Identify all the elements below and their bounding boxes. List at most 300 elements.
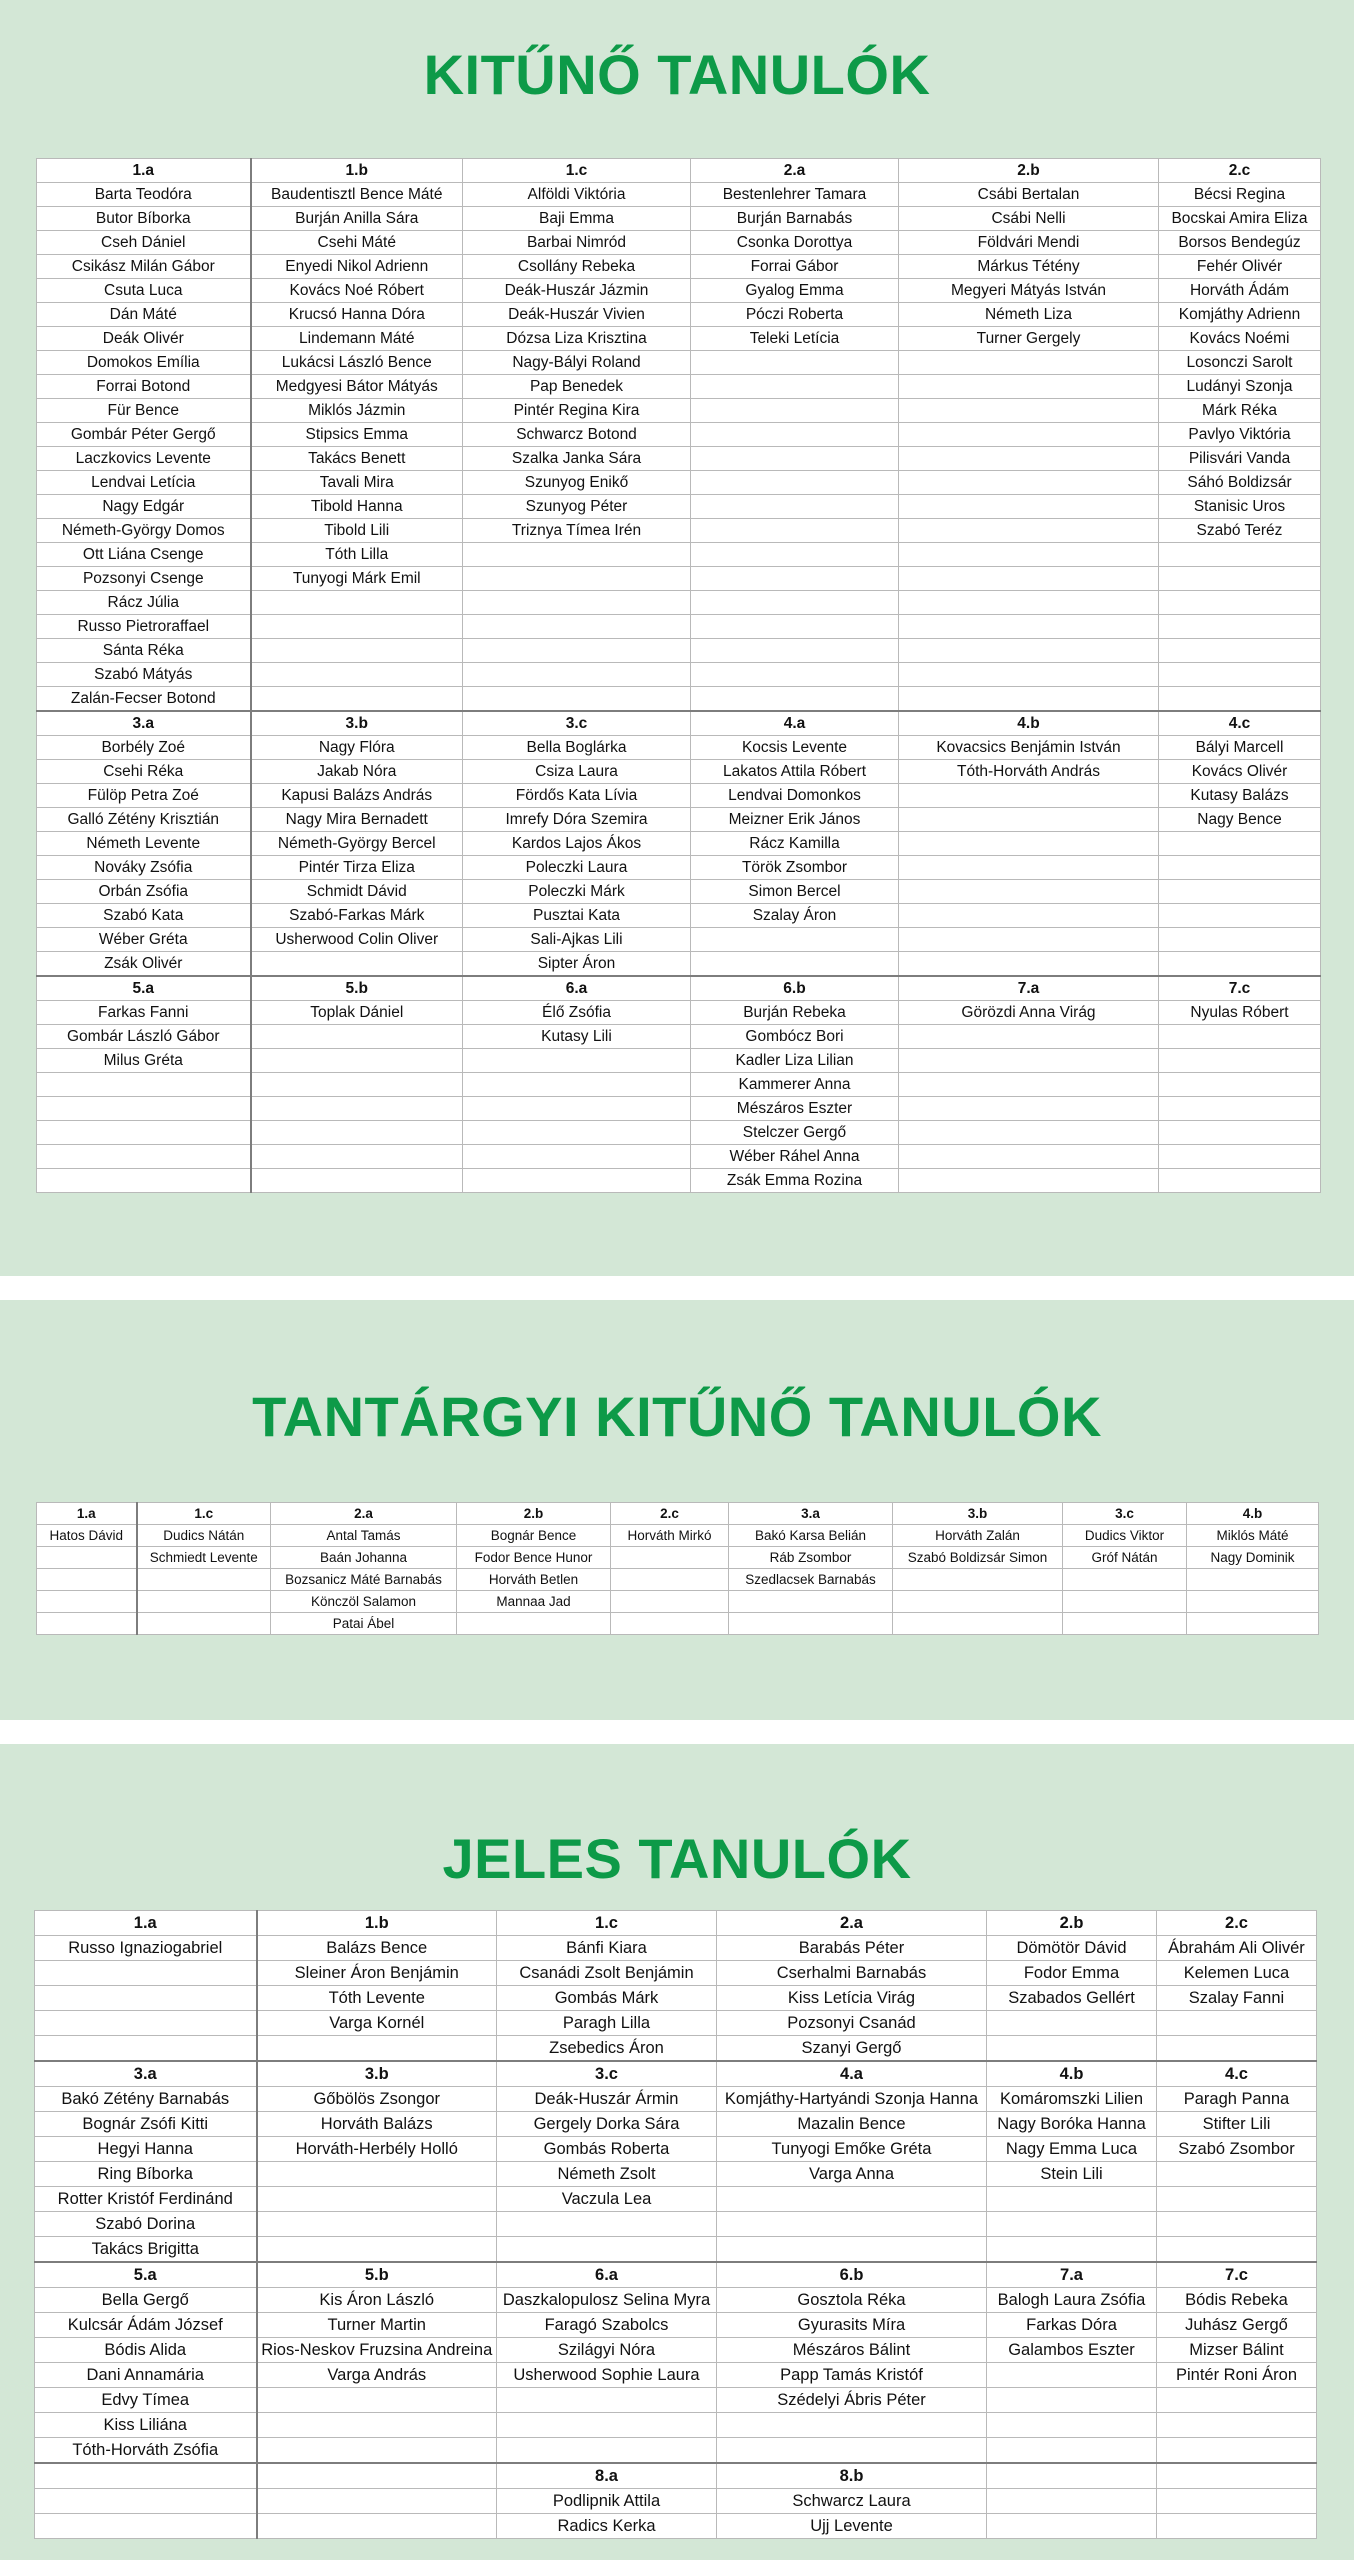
student-name-cell <box>1159 1169 1321 1193</box>
student-name-cell <box>257 2036 497 2062</box>
student-name-cell: Barbai Nimród <box>463 231 691 255</box>
student-name-cell: Gőbölös Zsongor <box>257 2087 497 2112</box>
student-name-cell <box>1157 2514 1317 2539</box>
student-name-cell: Fehér Olivér <box>1159 255 1321 279</box>
student-name-cell: Póczi Roberta <box>691 303 899 327</box>
class-header-cell: 1.c <box>137 1503 271 1525</box>
student-name-cell: Nagy Mira Bernadett <box>251 808 463 832</box>
student-name-cell: Farkas Fanni <box>37 1001 251 1025</box>
student-name-cell: Ujj Levente <box>717 2514 987 2539</box>
student-name-cell <box>717 2212 987 2237</box>
student-name-cell: Sali-Ajkas Lili <box>463 928 691 952</box>
student-name-cell: Márkus Tétény <box>899 255 1159 279</box>
student-name-cell <box>1159 952 1321 977</box>
student-name-cell <box>251 687 463 712</box>
student-name-cell: Szunyog Enikő <box>463 471 691 495</box>
student-name-cell: Dán Máté <box>37 303 251 327</box>
student-name-cell: Szédelyi Ábris Péter <box>717 2388 987 2413</box>
student-name-cell: Tibold Hanna <box>251 495 463 519</box>
class-header-cell: 4.b <box>899 711 1159 736</box>
student-name-cell: Deák-Huszár Vivien <box>463 303 691 327</box>
class-header-cell <box>1157 2463 1317 2489</box>
class-header-cell: 6.a <box>463 976 691 1001</box>
student-name-cell: Németh-György Bercel <box>251 832 463 856</box>
student-name-cell: Szalka Janka Sára <box>463 447 691 471</box>
table-row <box>35 2288 1317 2313</box>
student-name-cell: Bakó Karsa Belián <box>729 1525 893 1547</box>
student-name-cell: Szalay Áron <box>691 904 899 928</box>
class-header-cell: 5.b <box>251 976 463 1001</box>
student-name-cell: Kiss Letícia Virág <box>717 1986 987 2011</box>
table-row <box>35 2011 1317 2036</box>
student-name-cell <box>729 1591 893 1613</box>
student-name-cell: Bognár Zsófi Kitti <box>35 2112 257 2137</box>
student-name-cell <box>463 567 691 591</box>
table-row <box>35 2413 1317 2438</box>
student-name-cell <box>899 904 1159 928</box>
class-header-cell: 3.a <box>35 2061 257 2087</box>
student-name-cell <box>691 543 899 567</box>
student-name-cell <box>987 2187 1157 2212</box>
student-name-cell <box>899 1073 1159 1097</box>
class-header-cell: 2.c <box>1157 1911 1317 1936</box>
student-name-cell: Baudentisztl Bence Máté <box>251 183 463 207</box>
student-name-cell: Enyedi Nikol Adrienn <box>251 255 463 279</box>
student-name-cell: Gosztola Réka <box>717 2288 987 2313</box>
student-name-cell: Forrai Botond <box>37 375 251 399</box>
student-name-cell <box>463 591 691 615</box>
student-name-cell: Bályi Marcell <box>1159 736 1321 760</box>
student-name-cell: Kovács Noémi <box>1159 327 1321 351</box>
student-name-cell: Kadler Liza Lilian <box>691 1049 899 1073</box>
student-name-cell: Bódis Alida <box>35 2338 257 2363</box>
student-name-cell: Toplak Dániel <box>251 1001 463 1025</box>
student-name-cell <box>137 1569 271 1591</box>
student-name-cell: Kutasy Balázs <box>1159 784 1321 808</box>
table-row <box>37 856 1321 880</box>
student-name-cell <box>1159 639 1321 663</box>
student-name-cell <box>899 447 1159 471</box>
table-row <box>37 1613 1319 1635</box>
student-name-cell: Kutasy Lili <box>463 1025 691 1049</box>
student-name-cell <box>893 1569 1063 1591</box>
student-name-cell: Csehi Máté <box>251 231 463 255</box>
student-name-cell <box>497 2413 717 2438</box>
section-title-jelesek: JELES TANULÓK <box>442 1827 912 1890</box>
student-name-cell: Kulcsár Ádám József <box>35 2313 257 2338</box>
class-header-cell <box>987 2463 1157 2489</box>
student-name-cell <box>37 1547 137 1569</box>
student-name-cell <box>257 2212 497 2237</box>
student-name-cell: Szedlacsek Barnabás <box>729 1569 893 1591</box>
student-name-cell <box>1187 1569 1319 1591</box>
student-name-cell: Ábrahám Ali Olivér <box>1157 1936 1317 1961</box>
class-header-cell: 2.c <box>1159 159 1321 183</box>
student-name-cell <box>1159 832 1321 856</box>
student-name-cell <box>37 1121 251 1145</box>
class-header-cell: 2.b <box>457 1503 611 1525</box>
class-header-cell: 3.b <box>251 711 463 736</box>
student-name-cell: Németh Levente <box>37 832 251 856</box>
student-name-cell: Horváth Balázs <box>257 2112 497 2137</box>
student-name-cell <box>1157 2388 1317 2413</box>
student-name-cell: Kocsis Levente <box>691 736 899 760</box>
student-name-cell: Ludányi Szonja <box>1159 375 1321 399</box>
class-header-cell: 1.b <box>257 1911 497 1936</box>
student-name-cell: Horváth-Herbély Holló <box>257 2137 497 2162</box>
student-name-cell: Márk Réka <box>1159 399 1321 423</box>
student-name-cell: Tóth Levente <box>257 1986 497 2011</box>
student-name-cell: Für Bence <box>37 399 251 423</box>
student-name-cell: Fördős Kata Lívia <box>463 784 691 808</box>
student-name-cell <box>899 375 1159 399</box>
student-name-cell <box>899 880 1159 904</box>
class-header-cell: 2.b <box>899 159 1159 183</box>
student-name-cell: Balázs Bence <box>257 1936 497 1961</box>
student-name-cell: Bódis Rebeka <box>1157 2288 1317 2313</box>
student-name-cell: Nagy Edgár <box>37 495 251 519</box>
student-name-cell: Csikász Milán Gábor <box>37 255 251 279</box>
student-name-cell: Pusztai Kata <box>463 904 691 928</box>
student-name-cell: Schwarcz Laura <box>717 2489 987 2514</box>
class-header-cell: 7.a <box>899 976 1159 1001</box>
student-name-cell: Tóth-Horváth Zsófia <box>35 2438 257 2464</box>
student-name-cell: Nagy-Bályi Roland <box>463 351 691 375</box>
student-name-cell: Sáhó Boldizsár <box>1159 471 1321 495</box>
student-name-cell: Zsák Olivér <box>37 952 251 977</box>
student-name-cell <box>1159 663 1321 687</box>
student-name-cell: Gombás Márk <box>497 1986 717 2011</box>
class-header-row <box>35 1911 1317 1936</box>
student-name-cell: Tunyogi Márk Emil <box>251 567 463 591</box>
kitunok-table <box>36 158 1321 1193</box>
student-name-cell: Bozsanicz Máté Barnabás <box>271 1569 457 1591</box>
student-name-cell <box>987 2514 1157 2539</box>
student-name-cell: Görözdi Anna Virág <box>899 1001 1159 1025</box>
student-name-cell <box>987 2363 1157 2388</box>
student-name-cell: Bécsi Regina <box>1159 183 1321 207</box>
student-name-cell: Gombár Péter Gergő <box>37 423 251 447</box>
student-name-cell: Varga András <box>257 2363 497 2388</box>
student-name-cell: Deák-Huszár Ármin <box>497 2087 717 2112</box>
class-header-cell <box>35 2463 257 2489</box>
table-row <box>37 471 1321 495</box>
student-name-cell <box>35 1986 257 2011</box>
table-row <box>37 375 1321 399</box>
class-header-cell: 8.b <box>717 2463 987 2489</box>
student-name-cell <box>691 519 899 543</box>
student-name-cell <box>899 1097 1159 1121</box>
student-name-cell <box>899 423 1159 447</box>
table-row <box>37 808 1321 832</box>
student-name-cell: Schmiedt Levente <box>137 1547 271 1569</box>
student-name-cell <box>251 1049 463 1073</box>
student-name-cell <box>37 1145 251 1169</box>
class-header-cell: 1.a <box>35 1911 257 1936</box>
student-name-cell <box>251 1145 463 1169</box>
student-name-cell: Nagy Bence <box>1159 808 1321 832</box>
student-name-cell: Tóth Lilla <box>251 543 463 567</box>
student-name-cell <box>899 1025 1159 1049</box>
panel-kitunok <box>0 0 1354 1276</box>
student-name-cell: Kammerer Anna <box>691 1073 899 1097</box>
student-name-cell: Ott Liána Csenge <box>37 543 251 567</box>
student-name-cell: Pozsonyi Csanád <box>717 2011 987 2036</box>
student-name-cell: Rios-Neskov Fruzsina Andreina <box>257 2338 497 2363</box>
student-name-cell: Stein Lili <box>987 2162 1157 2187</box>
student-name-cell: Milus Gréta <box>37 1049 251 1073</box>
jelesek-table <box>34 1910 1317 2539</box>
table-row <box>35 2388 1317 2413</box>
table-row <box>37 567 1321 591</box>
class-header-cell: 2.a <box>691 159 899 183</box>
student-name-cell: Russo Ignaziogabriel <box>35 1936 257 1961</box>
student-name-cell: Mészáros Bálint <box>717 2338 987 2363</box>
table-row <box>37 1049 1321 1073</box>
student-name-cell <box>1159 1025 1321 1049</box>
table-row <box>35 2137 1317 2162</box>
student-name-cell: Csuta Luca <box>37 279 251 303</box>
student-name-cell <box>1157 2187 1317 2212</box>
student-name-cell: Miklós Jázmin <box>251 399 463 423</box>
student-name-cell: Kardos Lajos Ákos <box>463 832 691 856</box>
student-name-cell <box>717 2237 987 2263</box>
student-name-cell <box>899 832 1159 856</box>
student-name-cell <box>1063 1569 1187 1591</box>
student-name-cell: Gyalog Emma <box>691 279 899 303</box>
table-row <box>37 519 1321 543</box>
student-name-cell <box>1159 687 1321 712</box>
student-name-cell: Nováky Zsófia <box>37 856 251 880</box>
student-name-cell <box>717 2187 987 2212</box>
student-name-cell: Faragó Szabolcs <box>497 2313 717 2338</box>
student-name-cell <box>899 784 1159 808</box>
table-row <box>35 1986 1317 2011</box>
student-name-cell: Fodor Emma <box>987 1961 1157 1986</box>
table-row <box>37 1169 1321 1193</box>
class-header-cell: 2.c <box>611 1503 729 1525</box>
student-name-cell: Kovács Noé Róbert <box>251 279 463 303</box>
student-name-cell <box>463 1073 691 1097</box>
student-name-cell <box>1157 2413 1317 2438</box>
student-name-cell: Bella Boglárka <box>463 736 691 760</box>
student-name-cell: Szabó Mátyás <box>37 663 251 687</box>
section-title-kitunok: KITŰNŐ TANULÓK <box>423 43 931 106</box>
student-name-cell: Bognár Bence <box>457 1525 611 1547</box>
student-name-cell: Komjáthy-Hartyándi Szonja Hanna <box>717 2087 987 2112</box>
student-name-cell <box>717 2438 987 2464</box>
class-header-row <box>37 976 1321 1001</box>
student-name-cell <box>1159 1049 1321 1073</box>
student-name-cell: Lakatos Attila Róbert <box>691 760 899 784</box>
student-name-cell: Földvári Mendi <box>899 231 1159 255</box>
student-name-cell <box>893 1591 1063 1613</box>
student-name-cell <box>1157 2011 1317 2036</box>
table-row <box>37 543 1321 567</box>
student-name-cell <box>35 2489 257 2514</box>
student-name-cell: Bestenlehrer Tamara <box>691 183 899 207</box>
student-name-cell: Varga Anna <box>717 2162 987 2187</box>
student-name-cell: Csehi Réka <box>37 760 251 784</box>
table-row <box>37 1025 1321 1049</box>
student-name-cell <box>1159 591 1321 615</box>
table-row <box>35 1961 1317 1986</box>
student-name-cell: Alföldi Viktória <box>463 183 691 207</box>
student-name-cell <box>251 663 463 687</box>
class-header-cell: 5.b <box>257 2262 497 2288</box>
student-name-cell <box>691 687 899 712</box>
student-name-cell <box>1159 1121 1321 1145</box>
student-name-cell <box>463 1121 691 1145</box>
student-name-cell: Poleczki Márk <box>463 880 691 904</box>
student-name-cell <box>1159 567 1321 591</box>
table-row <box>35 2237 1317 2263</box>
student-name-cell: Cserhalmi Barnabás <box>717 1961 987 1986</box>
student-name-cell: Turner Gergely <box>899 327 1159 351</box>
student-name-cell <box>899 663 1159 687</box>
student-name-cell: Galló Zétény Krisztián <box>37 808 251 832</box>
tantargyi-table <box>36 1502 1319 1635</box>
student-name-cell <box>137 1613 271 1635</box>
student-name-cell: Bella Gergő <box>35 2288 257 2313</box>
student-name-cell <box>691 639 899 663</box>
student-name-cell: Németh-György Domos <box>37 519 251 543</box>
student-name-cell <box>1187 1591 1319 1613</box>
panel-tantargyi <box>0 1300 1354 1720</box>
table-row <box>35 2313 1317 2338</box>
student-name-cell <box>899 856 1159 880</box>
student-name-cell <box>899 1145 1159 1169</box>
student-name-cell: Mizser Bálint <box>1157 2338 1317 2363</box>
student-name-cell: Pap Benedek <box>463 375 691 399</box>
student-name-cell <box>899 495 1159 519</box>
table-row <box>37 904 1321 928</box>
table-row <box>37 1525 1319 1547</box>
student-name-cell <box>37 1169 251 1193</box>
student-name-cell <box>987 2489 1157 2514</box>
student-name-cell <box>691 615 899 639</box>
student-name-cell <box>899 543 1159 567</box>
student-name-cell: Dani Annamária <box>35 2363 257 2388</box>
student-name-cell: Csonka Dorottya <box>691 231 899 255</box>
student-name-cell <box>611 1613 729 1635</box>
student-name-cell: Usherwood Sophie Laura <box>497 2363 717 2388</box>
student-name-cell <box>899 591 1159 615</box>
student-name-cell: Pintér Regina Kira <box>463 399 691 423</box>
student-name-cell: Pozsonyi Csenge <box>37 567 251 591</box>
student-name-cell <box>251 1025 463 1049</box>
student-name-cell: Megyeri Mátyás István <box>899 279 1159 303</box>
student-name-cell <box>257 2187 497 2212</box>
student-name-cell <box>1159 1073 1321 1097</box>
student-name-cell: Tunyogi Emőke Gréta <box>717 2137 987 2162</box>
table-row <box>37 327 1321 351</box>
student-name-cell <box>1157 2438 1317 2464</box>
student-name-cell: Vaczula Lea <box>497 2187 717 2212</box>
student-name-cell: Pavlyo Viktória <box>1159 423 1321 447</box>
student-name-cell <box>1159 1145 1321 1169</box>
student-name-cell: Németh Liza <box>899 303 1159 327</box>
student-name-cell: Nyulas Róbert <box>1159 1001 1321 1025</box>
table-row <box>37 279 1321 303</box>
table-row <box>35 2338 1317 2363</box>
student-name-cell: Takács Brigitta <box>35 2237 257 2263</box>
student-name-cell: Sánta Réka <box>37 639 251 663</box>
table-row <box>37 303 1321 327</box>
student-name-cell: Galambos Eszter <box>987 2338 1157 2363</box>
student-name-cell: Paragh Lilla <box>497 2011 717 2036</box>
student-name-cell: Barta Teodóra <box>37 183 251 207</box>
table-row <box>37 447 1321 471</box>
student-name-cell <box>1159 904 1321 928</box>
class-header-row <box>37 711 1321 736</box>
class-header-cell: 3.c <box>1063 1503 1187 1525</box>
table-row <box>37 1097 1321 1121</box>
student-name-cell <box>899 639 1159 663</box>
class-header-cell: 1.c <box>463 159 691 183</box>
table-row <box>37 255 1321 279</box>
class-header-cell: 7.c <box>1159 976 1321 1001</box>
student-name-cell <box>987 2036 1157 2062</box>
table-row <box>35 1936 1317 1961</box>
student-name-cell <box>257 2413 497 2438</box>
student-name-cell: Zsák Emma Rozina <box>691 1169 899 1193</box>
student-name-cell: Szabó Kata <box>37 904 251 928</box>
class-header-cell: 2.a <box>717 1911 987 1936</box>
table-row <box>37 760 1321 784</box>
class-header-row <box>35 2262 1317 2288</box>
student-name-cell <box>899 567 1159 591</box>
student-name-cell: Zalán-Fecser Botond <box>37 687 251 712</box>
student-name-cell <box>691 663 899 687</box>
table-row <box>35 2162 1317 2187</box>
student-name-cell <box>691 399 899 423</box>
student-name-cell <box>1159 615 1321 639</box>
student-name-cell: Balogh Laura Zsófia <box>987 2288 1157 2313</box>
table-row <box>37 928 1321 952</box>
table-row <box>37 591 1321 615</box>
student-name-cell: Pilisvári Vanda <box>1159 447 1321 471</box>
table-row <box>37 183 1321 207</box>
student-name-cell: Losonczi Sarolt <box>1159 351 1321 375</box>
student-name-cell <box>257 2388 497 2413</box>
student-name-cell: Dudics Viktor <box>1063 1525 1187 1547</box>
student-name-cell <box>611 1547 729 1569</box>
student-name-cell: Csiza Laura <box>463 760 691 784</box>
student-name-cell: Dömötör Dávid <box>987 1936 1157 1961</box>
table-row <box>37 663 1321 687</box>
class-header-cell: 3.c <box>463 711 691 736</box>
panel-jelesek <box>0 1744 1354 2560</box>
student-name-cell <box>37 1591 137 1613</box>
student-name-cell: Schmidt Dávid <box>251 880 463 904</box>
student-name-cell <box>1157 2162 1317 2187</box>
student-name-cell: Bánfi Kiara <box>497 1936 717 1961</box>
student-name-cell: Sipter Áron <box>463 952 691 977</box>
student-name-cell <box>497 2212 717 2237</box>
student-name-cell: Borbély Zoé <box>37 736 251 760</box>
student-name-cell <box>251 615 463 639</box>
student-name-cell <box>899 928 1159 952</box>
student-name-cell: Imrefy Dóra Szemira <box>463 808 691 832</box>
student-name-cell <box>691 423 899 447</box>
student-name-cell <box>1159 543 1321 567</box>
student-name-cell <box>463 687 691 712</box>
student-name-cell <box>691 928 899 952</box>
student-name-cell <box>463 1097 691 1121</box>
student-name-cell: Szunyog Péter <box>463 495 691 519</box>
class-header-row <box>35 2463 1317 2489</box>
